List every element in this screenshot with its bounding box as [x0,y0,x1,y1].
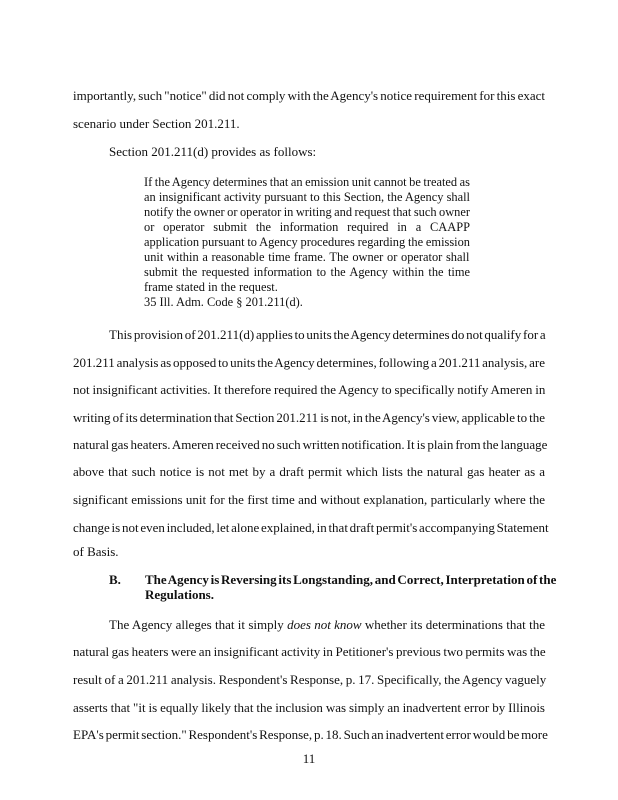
citation: 35 Ill. Adm. Code § 201.211(d). [144,295,303,309]
paragraph-line: change is not even included, let alone explained, in that draft permit's accompanying Statement [73,520,549,535]
emphasis: does not know [287,617,362,632]
paragraph-line: writing of its determination that Section 201.211 is not, in the Agency's view, applicable to the [73,410,545,425]
paragraph-line: This provision of 201.211(d) applies to units the Agency determines do not qualify for a [109,327,546,342]
paragraph-line: asserts that "it is equally likely that the inclusion was simply an inadvertent error by Illinois [73,700,545,715]
text: The Agency alleges that it simply [109,617,288,632]
paragraph-line: significant emissions unit for the first time and without explanation, particularly where the [73,492,545,507]
paragraph-line: natural gas heaters. Ameren received no such written notification. It is plain from the language [73,437,548,452]
quote-line: or operator submit the information required in a CAAPP [144,220,470,234]
paragraph-line: natural gas heaters were an insignificant activity in Petitioner's previous two permits was the [73,644,546,659]
quote-line: application pursuant to Agency procedures regarding the emission [144,235,470,249]
text: whether its determinations that the [361,617,545,632]
page-number: 11 [302,751,316,766]
heading-line: Regulations. [145,587,214,602]
quote-line: frame stated in the request. [144,280,278,294]
intro-line: scenario under Section 201.211. [73,116,240,131]
intro-line: importantly, such "notice" did not comply with the Agency's notice requirement for this exact [73,88,545,103]
heading-letter: B. [109,572,121,587]
quote-line: submit the requested information to the Agency within the time [144,265,470,279]
paragraph-line: above that such notice is not met by a draft permit which lists the natural gas heater as a [73,464,545,479]
quote-line: unit within a reasonable time frame. The owner or operator shall [144,250,470,264]
heading-line: The Agency is Reversing its Longstanding, and Correct, Interpretation of the [145,572,557,587]
paragraph-line: of Basis. [73,544,119,559]
paragraph-line [109,617,545,632]
paragraph-line: not insignificant activities. It therefore required the Agency to specifically notify Ameren in [73,382,546,397]
quote-line: notify the owner or operator in writing and request that such owner [144,205,470,219]
quote-line: an insignificant activity pursuant to this Section, the Agency shall [144,190,470,204]
quote-line: If the Agency determines that an emission unit cannot be treated as [144,175,470,189]
paragraph-line: 201.211 analysis as opposed to units the Agency determines, following a 201.211 analysis, are [73,355,545,370]
paragraph-line: result of a 201.211 analysis. Respondent's Response, p. 17. Specifically, the Agency vaguely [73,672,547,687]
paragraph-line: EPA's permit section." Respondent's Response, p. 18. Such an inadvertent error would be more [73,727,548,742]
lead-in: Section 201.211(d) provides as follows: [109,144,317,159]
